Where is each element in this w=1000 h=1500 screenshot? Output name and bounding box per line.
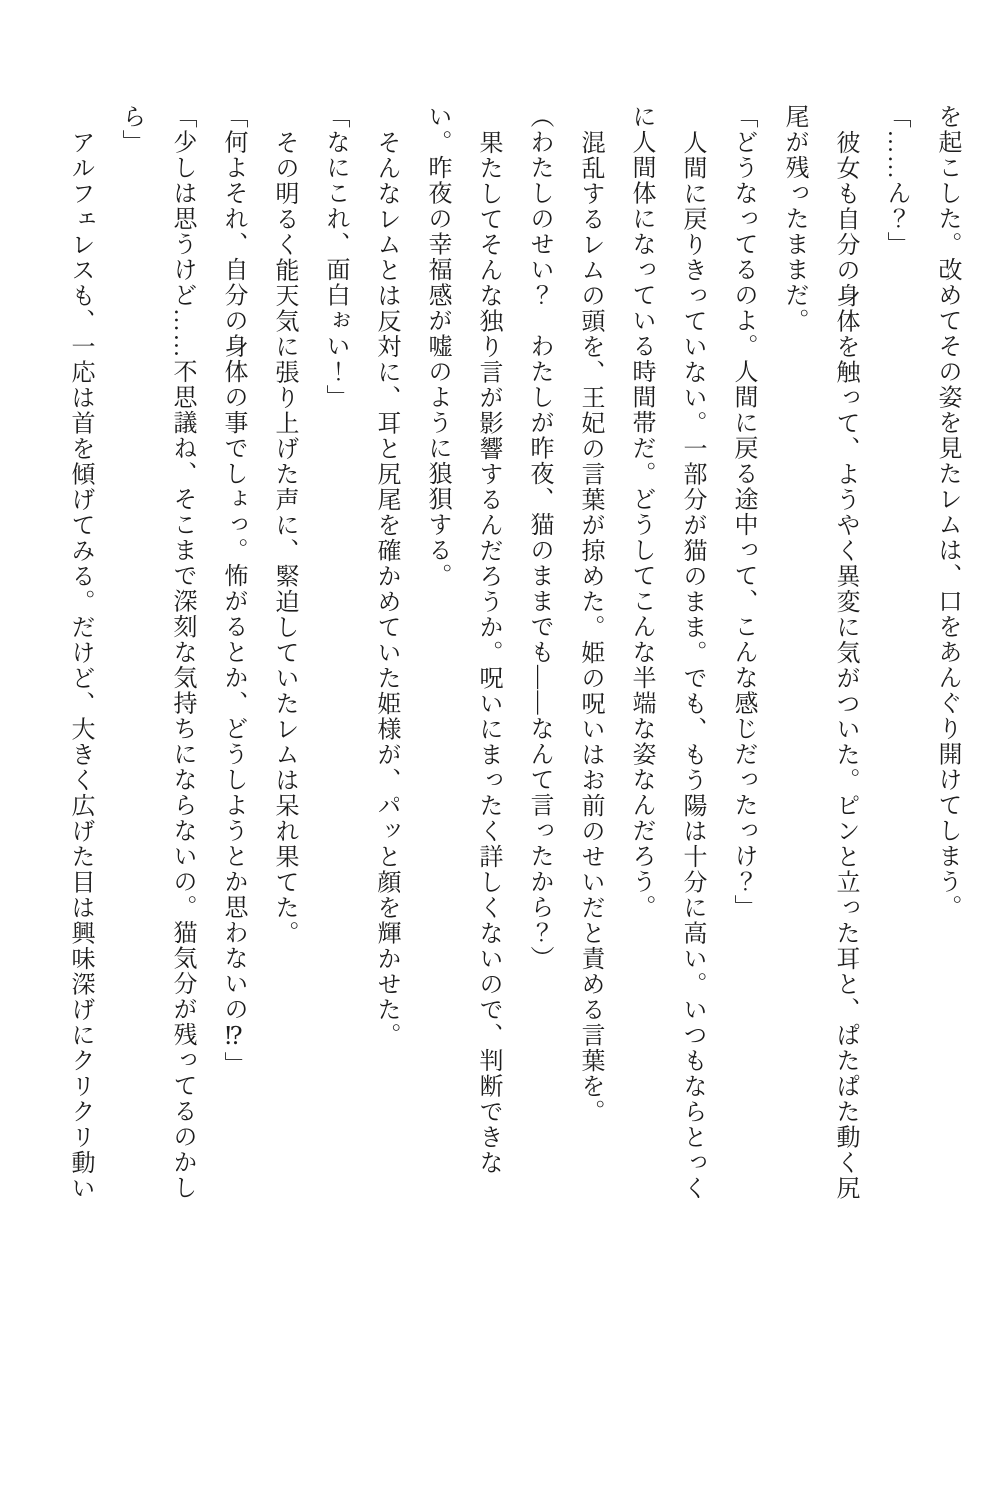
text-line: 「何よそれ、自分の身体の事でしょっ。怖がるとか、どうしようとか思わないの⁉」 xyxy=(220,104,246,1077)
text-line: 混乱するレムの頭を、王妃の言葉が掠めた。姫の呪いはお前のせいだと責める言葉を。 xyxy=(577,129,603,1124)
text-line: 彼女も自分の身体を触って、ようやく異変に気がついた。ピンと立った耳と、ぱたぱた動く尻 xyxy=(832,129,858,1201)
vertical-text-block xyxy=(54,104,972,1444)
text-line: 「なにこれ、面白ぉい！」 xyxy=(322,104,348,410)
text-line: 「……ん？」 xyxy=(883,104,909,257)
text-line: そんなレムとは反対に、耳と尻尾を確かめていた姫様が、パッと顔を輝かせた。 xyxy=(373,129,399,1048)
text-line: を起こした。改めてその姿を見たレムは、口をあんぐり開けてしまう。 xyxy=(934,104,960,920)
text-line: 尾が残ったままだ。 xyxy=(781,104,807,334)
text-line: い。昨夜の幸福感が嘘のように狼狽する。 xyxy=(424,104,450,589)
text-line: 人間に戻りきっていない。一部分が猫のまま。でも、もう陽は十分に高い。いつもならとっく xyxy=(679,129,705,1201)
text-line: （わたしのせい？ わたしが昨夜、猫のままでも――なんて言ったから？） xyxy=(526,104,552,971)
text-line: その明るく能天気に張り上げた声に、緊迫していたレムは呆れ果てた。 xyxy=(271,129,297,946)
text-line: ら」 xyxy=(118,104,144,155)
text-line: アルフェレスも、一応は首を傾げてみる。だけど、大きく広げた目は興味深げにクリクリ動い xyxy=(67,129,93,1201)
text-line: 「少しは思うけど……不思議ね、そこまで深刻な気持ちにならないの。猫気分が残ってるのかし xyxy=(169,104,195,1201)
text-line: 「どうなってるのよ。人間に戻る途中って、こんな感じだったっけ？」 xyxy=(730,104,756,920)
text-line: に人間体になっている時間帯だ。どうしてこんな半端な姿なんだろう。 xyxy=(628,104,654,920)
text-line: 果たしてそんな独り言が影響するんだろうか。呪いにまったく詳しくないので、判断できな xyxy=(475,129,501,1175)
